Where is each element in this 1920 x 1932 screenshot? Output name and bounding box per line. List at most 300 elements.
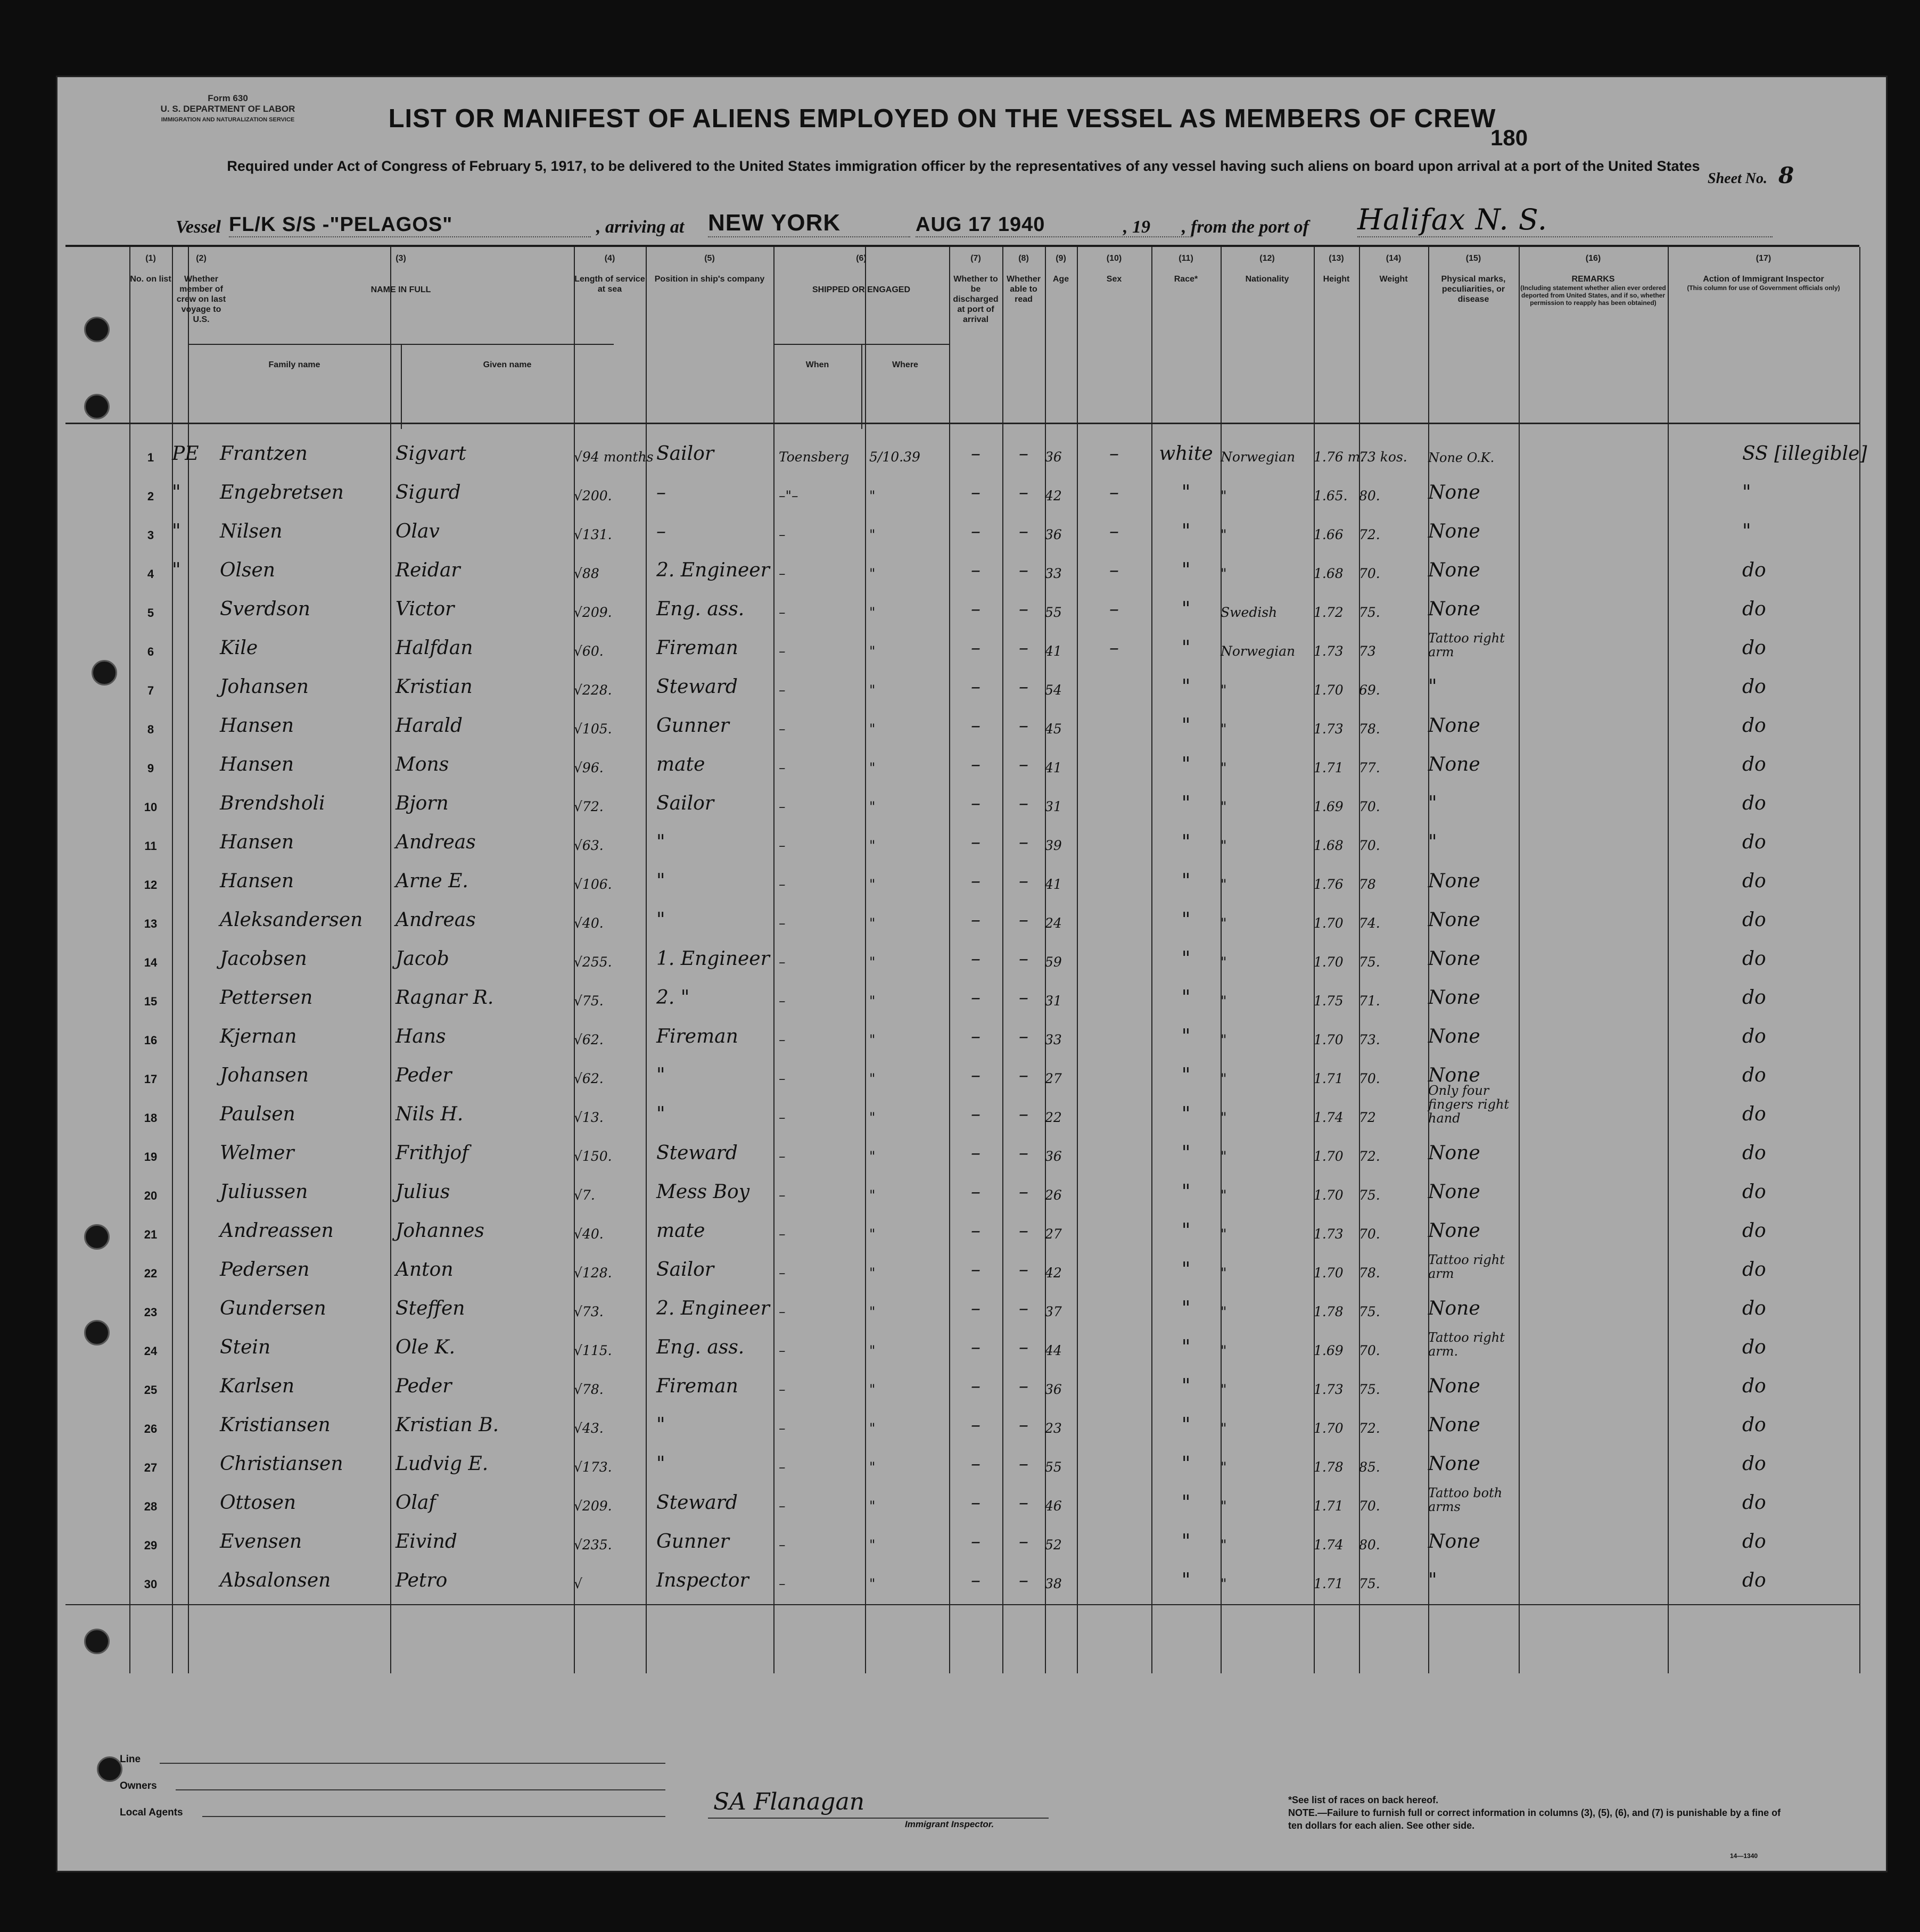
crew-position: mate	[656, 754, 705, 775]
crew-service: √40.	[574, 1226, 604, 1242]
crew-marks: None	[1428, 909, 1480, 931]
column-subheader: When	[805, 360, 829, 369]
subheader-divider	[861, 344, 862, 429]
crew-height: 1.75	[1314, 993, 1344, 1009]
crew-family: Hansen	[220, 715, 294, 737]
crew-no: 28	[144, 1500, 158, 1513]
crew-row	[65, 855, 1859, 894]
crew-marks: None	[1428, 870, 1480, 892]
crew-family: Karlsen	[220, 1375, 295, 1397]
crew-family: Hansen	[220, 831, 294, 853]
crew-family: Juliussen	[220, 1181, 308, 1203]
crew-read: –	[1019, 987, 1028, 1009]
crew-height: 1.73	[1314, 1382, 1344, 1397]
crew-nationality: "	[1221, 1071, 1227, 1086]
crew-read: –	[1019, 1531, 1028, 1553]
column-label: SHIPPED OR ENGAGED	[812, 285, 911, 294]
crew-position: –	[656, 482, 666, 503]
crew-nationality: Norwegian	[1221, 449, 1296, 465]
crew-read: –	[1019, 521, 1028, 542]
crew-service: √209.	[574, 605, 612, 620]
crew-given: Ragnar R.	[395, 987, 494, 1009]
vessel-label: Vessel	[176, 217, 221, 237]
crew-action: do	[1742, 1453, 1766, 1475]
crew-family: Olsen	[220, 559, 275, 581]
column-number: (4)	[604, 254, 615, 263]
column-header	[1045, 253, 1077, 284]
crew-disch: –	[971, 1220, 980, 1242]
crew-weight: 75.	[1359, 1576, 1380, 1591]
crew-action: do	[1742, 715, 1766, 737]
crew-marks: None	[1428, 521, 1480, 542]
crew-read: –	[1019, 676, 1028, 698]
crew-position: Steward	[656, 676, 738, 698]
crew-service: √173.	[574, 1459, 612, 1475]
crew-disch: –	[971, 637, 980, 659]
crew-nationality: "	[1221, 721, 1227, 737]
departure-port: Halifax N. S.	[1357, 203, 1773, 237]
crew-when: –	[779, 1304, 786, 1319]
crew-nationality: "	[1221, 993, 1227, 1009]
crew-service: √106.	[574, 877, 612, 892]
crew-height: 1.74	[1314, 1110, 1344, 1125]
crew-action: do	[1742, 1103, 1766, 1125]
crew-action: do	[1742, 1026, 1766, 1047]
crew-read: –	[1019, 909, 1028, 931]
crew-read: –	[1019, 792, 1028, 814]
manifest-subtitle: Required under Act of Congress of February 5, 1917, to be delivered to the United States immigration officer by the representatives of any vessel having such aliens on board upon arrival at a port of the United States	[227, 158, 1700, 174]
column-subheader: Where	[892, 360, 918, 369]
crew-height: 1.78	[1314, 1459, 1344, 1475]
crew-age: 46	[1045, 1498, 1062, 1514]
race-note: *See list of races on back hereof.	[1288, 1795, 1439, 1805]
column-number: (1)	[145, 254, 156, 263]
crew-row	[65, 1205, 1859, 1244]
crew-family: Johansen	[220, 676, 309, 698]
crew-weight: 70.	[1359, 1498, 1380, 1514]
crew-service: √7.	[574, 1187, 595, 1203]
crew-sex: –	[1109, 521, 1119, 542]
crew-no: 9	[147, 762, 154, 775]
crew-where: "	[869, 915, 876, 931]
crew-no: 19	[144, 1150, 158, 1163]
crew-height: 1.70	[1314, 1421, 1344, 1436]
crew-action: "	[1742, 521, 1751, 542]
crew-service: √13.	[574, 1110, 604, 1125]
crew-race: "	[1181, 1298, 1191, 1319]
crew-when: –	[779, 643, 786, 659]
crew-service: √150.	[574, 1149, 612, 1164]
crew-service: √255.	[574, 954, 612, 970]
crew-position: Sailor	[656, 792, 714, 814]
crew-when: –	[779, 527, 786, 542]
crew-nationality: "	[1221, 1110, 1227, 1125]
crew-where: "	[869, 1537, 876, 1553]
crew-marks: None	[1428, 1220, 1480, 1242]
column-number: (6)	[856, 254, 867, 263]
crew-row	[65, 1477, 1859, 1516]
crew-when: –	[779, 1149, 786, 1164]
crew-no: 29	[144, 1539, 158, 1552]
crew-weight: 70.	[1359, 799, 1380, 814]
crew-nationality: "	[1221, 799, 1227, 814]
crew-weight: 70.	[1359, 1226, 1380, 1242]
crew-no: 23	[144, 1306, 158, 1319]
crew-action: do	[1742, 792, 1766, 814]
subheader-divider	[401, 344, 402, 429]
crew-weight: 72.	[1359, 1149, 1380, 1164]
crew-given: Julius	[395, 1181, 450, 1203]
crew-position: "	[656, 1064, 665, 1086]
crew-disch: –	[971, 1142, 980, 1164]
crew-action: do	[1742, 948, 1766, 970]
crew-position: "	[656, 1453, 665, 1475]
crew-nationality: "	[1221, 682, 1227, 698]
crew-row	[65, 1050, 1859, 1088]
crew-family: Absalonsen	[220, 1570, 331, 1591]
crew-no: 22	[144, 1267, 158, 1280]
crew-action: do	[1742, 1142, 1766, 1164]
crew-given: Hans	[395, 1026, 446, 1047]
crew-family: Nilsen	[220, 521, 283, 542]
column-note: (Including statement whether alien ever ordered deported from United States, and if so, whether permission to reapply has been obtained)	[1520, 284, 1666, 307]
crew-when: –	[779, 954, 786, 970]
crew-row	[65, 1322, 1859, 1360]
crew-age: 31	[1045, 993, 1062, 1009]
crew-nationality: "	[1221, 566, 1227, 581]
crew-row	[65, 1438, 1859, 1477]
crew-height: 1.70	[1314, 1265, 1344, 1281]
crew-no: 21	[144, 1228, 158, 1241]
crew-weight: 73.	[1359, 1032, 1380, 1047]
column-label: Length of service at sea	[574, 275, 645, 294]
crew-height: 1.68	[1314, 838, 1344, 853]
crew-age: 36	[1045, 1149, 1062, 1164]
crew-race: "	[1181, 521, 1191, 542]
crew-marks: None	[1428, 1064, 1480, 1086]
crew-row	[65, 1283, 1859, 1322]
column-number: (8)	[1018, 254, 1029, 263]
column-label: Whether able to read	[1007, 275, 1041, 304]
crew-no: 1	[147, 451, 154, 464]
crew-no: 27	[144, 1461, 158, 1474]
crew-where: "	[869, 954, 876, 970]
crew-where: "	[869, 1032, 876, 1047]
crew-nationality: "	[1221, 877, 1227, 892]
crew-row	[65, 1083, 1859, 1127]
crew-family: Frantzen	[220, 443, 308, 465]
owners-field	[176, 1789, 665, 1790]
binder-hole	[84, 1629, 110, 1654]
crew-position: Inspector	[656, 1570, 749, 1591]
crew-family: Aleksandersen	[220, 909, 363, 931]
crew-age: 37	[1045, 1304, 1062, 1319]
crew-row	[65, 816, 1859, 855]
crew-sex: –	[1109, 482, 1119, 503]
crew-age: 38	[1045, 1576, 1062, 1591]
crew-when: –	[779, 1071, 786, 1086]
crew-height: 1.70	[1314, 1149, 1344, 1164]
crew-race: "	[1181, 1570, 1191, 1591]
crew-nationality: "	[1221, 527, 1227, 542]
crew-race: "	[1181, 1181, 1191, 1203]
crew-row	[65, 700, 1859, 739]
column-header	[1519, 253, 1668, 307]
column-label: NAME IN FULL	[370, 285, 431, 294]
crew-action: do	[1742, 1298, 1766, 1319]
crew-prev: PE	[172, 443, 199, 465]
crew-service: √60.	[574, 643, 604, 659]
column-number: (11)	[1179, 254, 1193, 263]
crew-row	[65, 544, 1859, 583]
crew-height: 1.72	[1314, 605, 1344, 620]
crew-disch: –	[971, 1336, 980, 1358]
crew-service: √115.	[574, 1343, 612, 1358]
crew-height: 1.65.	[1314, 488, 1348, 503]
crew-disch: –	[971, 1531, 980, 1553]
crew-position: Steward	[656, 1142, 738, 1164]
crew-age: 33	[1045, 1032, 1062, 1047]
crew-age: 39	[1045, 838, 1062, 853]
column-subheader: Family name	[268, 360, 320, 369]
from-port-label: , from the port of	[1182, 217, 1309, 237]
crew-race: "	[1181, 598, 1191, 620]
crew-where: "	[869, 1498, 876, 1514]
crew-action: do	[1742, 1375, 1766, 1397]
crew-when: –	[779, 1032, 786, 1047]
crew-weight: 70.	[1359, 1071, 1380, 1086]
crew-weight: 72	[1359, 1110, 1376, 1125]
crew-disch: –	[971, 792, 980, 814]
manifest-title: LIST OR MANIFEST OF ALIENS EMPLOYED ON THE VESSEL AS MEMBERS OF CREW	[388, 104, 1496, 133]
crew-row	[65, 661, 1859, 700]
crew-height: 1.73	[1314, 721, 1344, 737]
crew-action: do	[1742, 870, 1766, 892]
crew-family: Andreassen	[220, 1220, 334, 1242]
crew-family: Hansen	[220, 870, 294, 892]
column-label: Nationality	[1245, 275, 1289, 284]
crew-read: –	[1019, 1414, 1028, 1436]
crew-age: 23	[1045, 1421, 1062, 1436]
crew-race: "	[1181, 987, 1191, 1009]
crew-height: 1.70	[1314, 915, 1344, 931]
crew-weight: 78.	[1359, 721, 1380, 737]
crew-read: –	[1019, 831, 1028, 853]
crew-when: –	[779, 1110, 786, 1125]
crew-race: "	[1181, 1026, 1191, 1047]
crew-when: –	[779, 915, 786, 931]
crew-disch: –	[971, 1103, 980, 1125]
crew-family: Kjernan	[220, 1026, 297, 1047]
crew-where: "	[869, 877, 876, 892]
column-number: (10)	[1106, 254, 1122, 263]
crew-weight: 78	[1359, 877, 1376, 892]
crew-race: "	[1181, 831, 1191, 853]
department-name: U. S. DEPARTMENT OF LABOR	[160, 104, 295, 114]
crew-marks: None	[1428, 1453, 1480, 1475]
crew-race: "	[1181, 1492, 1191, 1514]
crew-position: Gunner	[656, 715, 729, 737]
crew-when: –	[779, 1537, 786, 1553]
crew-where: "	[869, 643, 876, 659]
crew-age: 52	[1045, 1537, 1062, 1553]
crew-where: "	[869, 1187, 876, 1203]
line-label: Line	[120, 1754, 141, 1765]
crew-row	[65, 467, 1859, 506]
column-label: Age	[1052, 275, 1069, 284]
crew-position: Mess Boy	[656, 1181, 750, 1203]
column-header	[1314, 253, 1359, 284]
crew-action: do	[1742, 1181, 1766, 1203]
crew-row	[65, 778, 1859, 816]
crew-disch: –	[971, 1453, 980, 1475]
crew-nationality: Norwegian	[1221, 643, 1296, 659]
crew-row	[65, 1516, 1859, 1555]
column-header	[1359, 253, 1428, 284]
crew-height: 1.71	[1314, 1071, 1344, 1086]
crew-read: –	[1019, 1375, 1028, 1397]
sheet-number-value: 8	[1778, 162, 1794, 188]
crew-when: –	[779, 799, 786, 814]
crew-no: 25	[144, 1383, 158, 1397]
crew-given: Sigurd	[395, 482, 461, 503]
crew-service: √62.	[574, 1071, 604, 1086]
year-label: , 19	[1123, 217, 1150, 237]
crew-weight: 75.	[1359, 1304, 1380, 1319]
service-name: IMMIGRATION AND NATURALIZATION SERVICE	[161, 117, 295, 123]
crew-age: 42	[1045, 488, 1062, 503]
crew-row	[65, 1011, 1859, 1050]
crew-read: –	[1019, 1220, 1028, 1242]
crew-row	[65, 933, 1859, 972]
crew-position: "	[656, 831, 665, 853]
crew-row	[65, 622, 1859, 661]
crew-height: 1.73	[1314, 643, 1344, 659]
crew-marks: None	[1428, 1531, 1480, 1553]
arrival-date: AUG 17 1940	[916, 213, 1192, 237]
local-agents-field	[202, 1816, 665, 1817]
crew-when: –"–	[779, 488, 798, 503]
crew-disch: –	[971, 1064, 980, 1086]
binder-hole	[84, 317, 110, 342]
crew-when: –	[779, 1498, 786, 1514]
crew-when: –	[779, 1459, 786, 1475]
line-field	[160, 1763, 665, 1764]
crew-marks: None	[1428, 598, 1480, 620]
crew-family: Sverdson	[220, 598, 310, 620]
crew-marks: "	[1428, 1570, 1437, 1591]
crew-no: 18	[144, 1111, 158, 1125]
header-divider	[65, 423, 1859, 424]
crew-table	[65, 245, 1867, 1673]
crew-family: Hansen	[220, 754, 294, 775]
crew-when: –	[779, 1421, 786, 1436]
crew-position: mate	[656, 1220, 705, 1242]
crew-disch: –	[971, 1414, 980, 1436]
crew-weight: 70.	[1359, 1343, 1380, 1358]
crew-race: "	[1181, 948, 1191, 970]
crew-action: do	[1742, 676, 1766, 698]
crew-height: 1.69	[1314, 1343, 1344, 1358]
column-header	[1428, 253, 1519, 304]
local-agents-label: Local Agents	[120, 1807, 183, 1818]
crew-read: –	[1019, 1064, 1028, 1086]
crew-weight: 70.	[1359, 838, 1380, 853]
crew-service: √	[574, 1576, 582, 1591]
crew-prev: "	[172, 521, 181, 542]
crew-age: 31	[1045, 799, 1062, 814]
crew-given: Harald	[395, 715, 463, 737]
crew-position: Gunner	[656, 1531, 729, 1553]
crew-position: Sailor	[656, 1259, 714, 1281]
crew-nationality: "	[1221, 1032, 1227, 1047]
crew-nationality: "	[1221, 1304, 1227, 1319]
crew-service: √128.	[574, 1265, 612, 1281]
crew-height: 1.71	[1314, 760, 1344, 775]
column-subheader: Given name	[483, 360, 532, 369]
crew-position: Fireman	[656, 1375, 738, 1397]
crew-family: Pedersen	[220, 1259, 310, 1281]
crew-where: "	[869, 1110, 876, 1125]
crew-race: white	[1159, 443, 1213, 465]
inspector-label: Immigrant Inspector.	[905, 1819, 994, 1829]
crew-race: "	[1181, 1336, 1191, 1358]
column-header	[773, 253, 949, 369]
crew-position: –	[656, 521, 666, 542]
crew-given: Olaf	[395, 1492, 436, 1514]
crew-when: –	[779, 877, 786, 892]
crew-when: –	[779, 760, 786, 775]
crew-row	[65, 1244, 1859, 1283]
crew-disch: –	[971, 1298, 980, 1319]
crew-when: –	[779, 1576, 786, 1591]
crew-no: 15	[144, 995, 158, 1008]
crew-where: "	[869, 993, 876, 1009]
crew-nationality: "	[1221, 915, 1227, 931]
crew-prev: "	[172, 482, 181, 503]
crew-no: 12	[144, 878, 158, 891]
crew-row	[65, 1399, 1859, 1438]
crew-sex: –	[1109, 598, 1119, 620]
crew-when: –	[779, 1343, 786, 1358]
crew-race: "	[1181, 1259, 1191, 1281]
crew-where: "	[869, 1149, 876, 1164]
crew-weight: 75.	[1359, 1187, 1380, 1203]
crew-age: 55	[1045, 1459, 1062, 1475]
crew-marks: "	[1428, 792, 1437, 814]
crew-marks: None	[1428, 1414, 1480, 1436]
column-label: Whether to be discharged at port of arrival	[953, 275, 999, 324]
crew-read: –	[1019, 1142, 1028, 1164]
crew-height: 1.76 m.	[1314, 449, 1365, 465]
crew-given: Frithjof	[395, 1142, 469, 1164]
crew-race: "	[1181, 792, 1191, 814]
crew-age: 41	[1045, 643, 1062, 659]
crew-weight: 71.	[1359, 993, 1380, 1009]
crew-height: 1.78	[1314, 1304, 1344, 1319]
crew-row	[65, 894, 1859, 933]
crew-given: Ole K.	[395, 1336, 456, 1358]
crew-weight: 72.	[1359, 1421, 1380, 1436]
column-header	[1221, 253, 1314, 284]
column-number: (12)	[1259, 254, 1275, 263]
crew-disch: –	[971, 1259, 980, 1281]
crew-age: 36	[1045, 449, 1062, 465]
crew-where: "	[869, 838, 876, 853]
crew-race: "	[1181, 1531, 1191, 1553]
crew-service: √72.	[574, 799, 604, 814]
crew-service: √209.	[574, 1498, 612, 1514]
